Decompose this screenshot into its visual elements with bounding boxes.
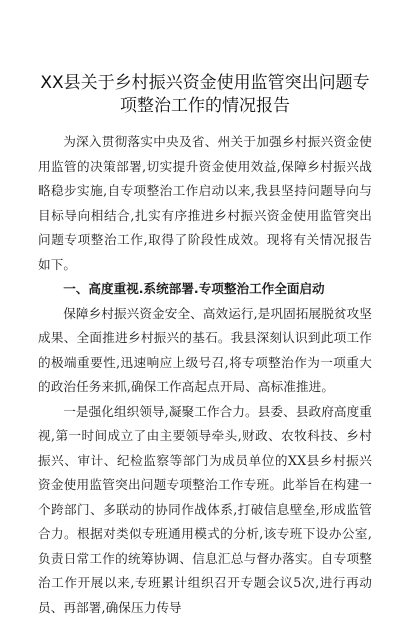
- section-paragraph: 一是强化组织领导,凝聚工作合力。县委、县政府高度重视,第一时间成立了由主要领导牵头,财政、农牧科技、乡村振兴、审计、纪检监察等部门为成员单位的XX县乡村振兴资金使用监管突出问题专项整治工作专班。此举旨在构建一个跨部门、多联动的协同作战体系,打破信息壁垒,形成监管合力。根据对类似专班通用模式的分析,该专班下设办公室,负责日常工作的统筹协调、信息汇总与督办落实。自专项整治工作开展以来,专班累计组织召开专题会议5次,进行再动员、再部署,确保压力传导: [38, 400, 372, 620]
- section-paragraph: 保障乡村振兴资金安全、高效运行,是巩固拓展脱贫攻坚成果、全面推进乡村振兴的基石。我县深刻认识到此项工作的极端重要性,迅速响应上级号召,将专项整治作为一项重大的政治任务来抓,确保工作高起点开局、高标准推进。: [38, 302, 372, 400]
- document-body: [38, 130, 372, 620]
- document-title: XX县关于乡村振兴资金使用监管突出问题专项整治工作的情况报告: [38, 72, 372, 118]
- section-heading: 一、高度重视.系统部署.专项整治工作全面启动: [38, 277, 372, 302]
- intro-paragraph: 为深入贯彻落实中央及省、州关于加强乡村振兴资金使用监管的决策部署,切实提升资金使用效益,保障乡村振兴战略稳步实施,自专项整治工作启动以来,我县坚持问题导向与目标导向相结合,扎实有序推进乡村振兴资金使用监管突出问题专项整治工作,取得了阶段性成效。现将有关情况报告如下。: [38, 130, 372, 277]
